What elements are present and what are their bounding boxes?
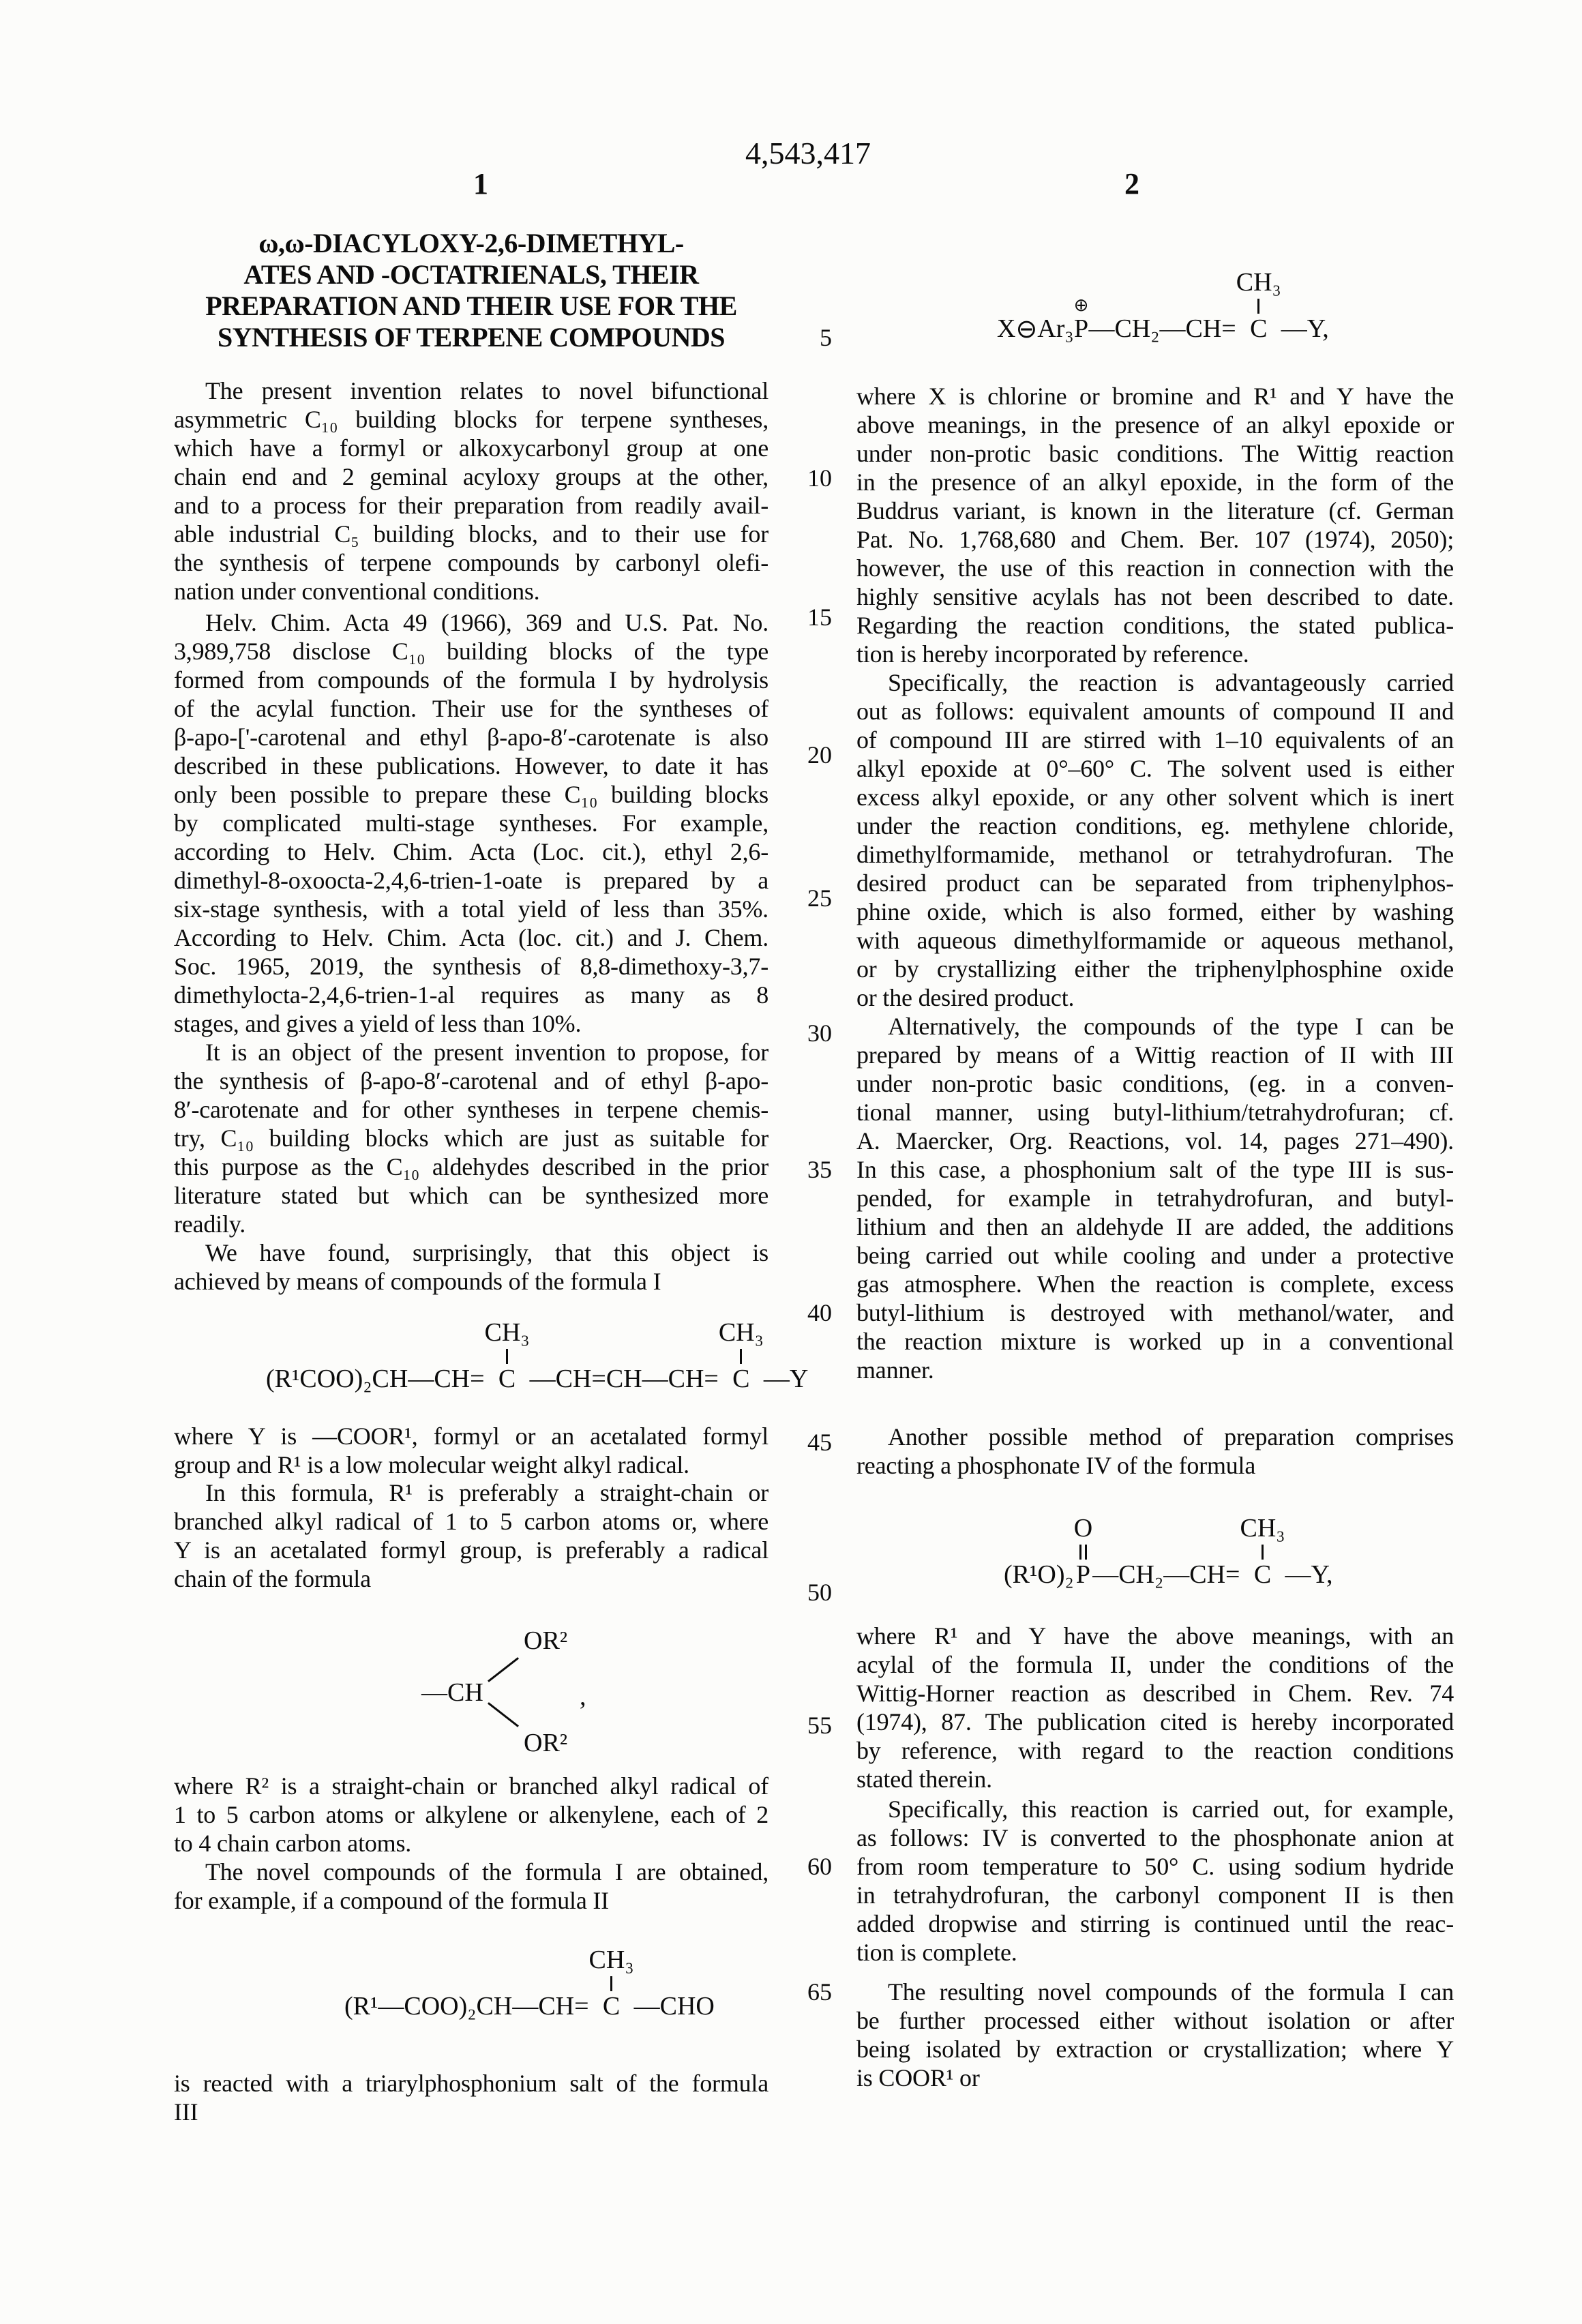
carbon-atom: C bbox=[1250, 314, 1268, 343]
acetal-or-top: OR² bbox=[524, 1626, 568, 1655]
paragraph-left-2: Helv. Chim. Acta 49 (1966), 369 and U.S. Pat. No. 3,989,758 disclose C₁₀ building blocks of the type formed from compounds of the formula I by hydrolysis of the acylal function. Their use for the syntheses of β-apo-['-carotenal and ethyl β-apo-8′-carotenate is also described in these publications. However, to date it has only been possible to prepare these C₁₀ building blocks by complicated multi-stage syntheses. For example, according to Helv. Chim. Acta (Loc. cit.), ethyl 2,6- dimethyl-8-oxoocta-2,4,6-trien-1-oate is prepared by a six-stage synthesis, with a total yield of less than 35%. According to Helv. Chim. Acta (loc. cit.) and J. Chem. Soc. 1965, 2019, the synthesis of 8,8-dimethoxy-3,7- dimethylocta-2,4,6-trien-1-al requires as many as 8 stages, and gives a yield of less than 10%. bbox=[174, 609, 768, 1037]
phosphorus-atom: P bbox=[1073, 314, 1089, 343]
line-number-50: 50 bbox=[807, 1579, 832, 1606]
formula-iii-mid: —CH₂—CH= bbox=[1088, 314, 1236, 343]
circled-plus-icon: ⊕ bbox=[1073, 295, 1089, 316]
phosphorus-atom: P bbox=[1075, 1560, 1091, 1589]
formula-i-prefix: (R¹COO)₂CH—CH= bbox=[266, 1364, 485, 1393]
line-number-20: 20 bbox=[807, 741, 832, 769]
line-number-45: 45 bbox=[807, 1429, 832, 1456]
carbon-atom: C bbox=[498, 1364, 516, 1393]
paragraph-right-6: Specifically, this reaction is carried out, for example, as follows: IV is converted to the phosphonate anion at from room temperature to 50° C. using sodium hydride in tetrahydrofuran, the carbonyl component II is then added dropwise and stirring is continued until the reac- tion is complete. bbox=[856, 1796, 1454, 1966]
paragraph-left-3: It is an object of the present invention to propose, for the synthesis of β-apo-8′-carotenal and of ethyl β-apo- 8′-carotenate and for other syntheses in terpene chemis- try, C₁₀ building blocks which are just as suitable for this purpose as the C₁₀ aldehydes described in the prior literature stated but which can be synthesized more readily. bbox=[174, 1039, 768, 1238]
line-number-30: 30 bbox=[807, 1019, 832, 1047]
formula-iv bbox=[1004, 1515, 1333, 1589]
line-number-60: 60 bbox=[807, 1853, 832, 1880]
paragraph-left-1: The present invention relates to novel bifunctional asymmetric C₁₀ building blocks for terpene syntheses, which have a formyl or alkoxycarbonyl group at one chain end and 2 geminal acyloxy groups at the other, and to a process for their preparation from readily avail- able industrial C₅ building blocks, and to their use for the synthesis of terpene compounds by carbonyl olefi- nation under conventional conditions. bbox=[174, 377, 768, 605]
oxygen-atom: O bbox=[1073, 1514, 1093, 1543]
formula-i-end: —Y bbox=[763, 1364, 809, 1393]
formula-acetal bbox=[421, 1626, 606, 1763]
formula-iii-end: —Y, bbox=[1281, 314, 1329, 343]
double-bond bbox=[1079, 1545, 1087, 1560]
paragraph-right-1: where X is chlorine or bromine and R¹ and Y have the above meanings, in the presence of an alkyl epoxide or under non-protic basic conditions. The Wittig reaction in the presence of an alkyl epoxide, in the form of the Buddrus variant, is known in the literature (cf. German Pat. No. 1,768,680 and Chem. Ber. 107 (1974), 2050); however, the use of this reaction in connection with the highly sensitive acylals has not been described to date. Regarding the reaction conditions, the stated publica- tion is hereby incorporated by reference. bbox=[856, 383, 1454, 668]
single-bond bbox=[506, 1349, 508, 1364]
line-number-5: 5 bbox=[820, 324, 832, 351]
diagonal-bond-upper bbox=[488, 1657, 519, 1682]
paragraph-left-4: We have found, surprisingly, that this object is achieved by means of compounds of the formula I bbox=[174, 1239, 768, 1295]
formula-i-mid: —CH=CH—CH= bbox=[529, 1364, 719, 1393]
formula-i-methyl-group-1 bbox=[485, 1320, 530, 1393]
methyl-label: CH₃ bbox=[588, 1946, 634, 1974]
formula-iv-mid: —CH₂—CH= bbox=[1092, 1560, 1240, 1589]
line-number-65: 65 bbox=[807, 1978, 832, 2006]
methyl-label: CH₃ bbox=[484, 1318, 530, 1347]
formula-i-methyl-group-2 bbox=[719, 1320, 764, 1393]
single-bond bbox=[1257, 299, 1259, 314]
formula-ii-prefix: (R¹—COO)₂CH—CH= bbox=[344, 1991, 589, 2021]
paragraph-right-5: where R¹ and Y have the above meanings, with an acylal of the formula II, under the conditions of the Wittig-Horner reaction as described in Chem. Rev. 74 (1974), 87. The publication cited is hereby incorporated by reference, with regard to the reaction conditions stated therein. bbox=[856, 1622, 1454, 1793]
formula-i bbox=[266, 1320, 808, 1393]
paragraph-left-5: where Y is —COOR¹, formyl or an acetalated formyl group and R¹ is a low molecular weight alkyl radical. bbox=[174, 1422, 768, 1478]
formula-iii-aryl: Ar₃ bbox=[1037, 314, 1074, 343]
line-number-55: 55 bbox=[807, 1712, 832, 1739]
paragraph-left-8: The novel compounds of the formula I are obtained, for example, if a compound of the formula II bbox=[174, 1858, 768, 1914]
single-bond bbox=[740, 1349, 742, 1364]
formula-iv-end: —Y, bbox=[1285, 1560, 1333, 1589]
column-number-right: 2 bbox=[1124, 167, 1139, 200]
formula-iii-methyl-group bbox=[1236, 269, 1281, 343]
paragraph-left-7: where R² is a straight-chain or branched alkyl radical of 1 to 5 carbon atoms or alkylene or alkenylene, each of 2 to 4 chain carbon atoms. bbox=[174, 1772, 768, 1857]
diagonal-bond-lower bbox=[488, 1702, 519, 1727]
formula-iv-oxygen-group bbox=[1074, 1515, 1092, 1589]
paragraph-right-4: Another possible method of preparation comprises reacting a phosphonate IV of the formula bbox=[856, 1423, 1454, 1479]
formula-ii-end: —CHO bbox=[633, 1991, 715, 2021]
line-number-10: 10 bbox=[807, 464, 832, 492]
paragraph-left-6: In this formula, R¹ is preferably a straight-chain or branched alkyl radical of 1 to 5 carbon atoms or, where Y is an acetalated formyl group, is preferably a radical chain of the formula bbox=[174, 1479, 768, 1592]
formula-iv-prefix: (R¹O)₂ bbox=[1004, 1560, 1074, 1589]
single-bond bbox=[1262, 1545, 1264, 1560]
methyl-label: CH₃ bbox=[1236, 268, 1281, 297]
circled-minus-icon: ⊖ bbox=[1015, 313, 1038, 344]
line-number-35: 35 bbox=[807, 1156, 832, 1183]
methyl-label: CH₃ bbox=[1240, 1514, 1285, 1543]
paragraph-left-9: is reacted with a triarylphosphonium salt of the formula III bbox=[174, 2070, 768, 2126]
acetal-comma: , bbox=[580, 1682, 586, 1711]
formula-iii-phosphorus-group bbox=[1074, 297, 1089, 343]
paragraph-right-2: Specifically, the reaction is advantageously carried out as follows: equivalent amounts of compound II and of compound III are stirred with 1–10 equivalents of an alkyl epoxide at 0°–60° C. The solvent used is either excess alkyl epoxide, or any other solvent which is inert under the reaction conditions, eg. methylene chloride, dimethylformamide, methanol or tetrahydrofuran. The desired product can be separated from triphenylphos- phine oxide, which is also formed, either by washing with aqueous dimethylformamide or aqueous methanol, or by crystallizing either the triphenylphosphine oxide or the desired product. bbox=[856, 669, 1454, 1011]
invention-title: ω,ω-DIACYLOXY-2,6-DIMETHYL- ATES AND -OCTATRIENALS, THEIR PREPARATION AND THEIR USE FOR THE SYNTHESIS OF TERPENE COMPOUNDS bbox=[205, 228, 737, 353]
paragraph-right-7: The resulting novel compounds of the formula I can be further processed either without isolation or after being isolated by extraction or crystallization; where Y is COOR¹ or bbox=[856, 1978, 1454, 2091]
formula-ii bbox=[344, 1947, 715, 2021]
formula-iv-methyl-group bbox=[1240, 1515, 1285, 1589]
carbon-atom: C bbox=[732, 1364, 750, 1393]
formula-iii bbox=[997, 269, 1329, 343]
formula-iii-x: X bbox=[997, 314, 1016, 343]
line-number-15: 15 bbox=[807, 604, 832, 631]
column-number-left: 1 bbox=[473, 167, 488, 200]
single-bond bbox=[610, 1976, 612, 1991]
line-number-40: 40 bbox=[807, 1299, 832, 1326]
methyl-label: CH₃ bbox=[718, 1318, 764, 1347]
line-number-25: 25 bbox=[807, 884, 832, 912]
carbon-atom: C bbox=[602, 1991, 621, 2021]
acetal-or-bottom: OR² bbox=[524, 1729, 568, 1757]
formula-ii-methyl-group bbox=[589, 1947, 634, 2021]
patent-number: 4,543,417 bbox=[745, 136, 871, 170]
acetal-ch: —CH bbox=[421, 1678, 483, 1707]
paragraph-right-3: Alternatively, the compounds of the type I can be prepared by means of a Wittig reaction of II with III under non-protic basic conditions, (eg. in a conven- tional manner, using butyl-lithium/tetrahydrofuran; cf. A. Maercker, Org. Reactions, vol. 14, pages 271–490). In this case, a phosphonium salt of the type III is sus- pended, for example in tetrahydrofuran, and butyl- lithium and then an aldehyde II are added, the additions being carried out while cooling and under a protective gas atmosphere. When the reaction is complete, excess butyl-lithium is destroyed with methanol/water, and the reaction mixture is worked up in a conventional manner. bbox=[856, 1013, 1454, 1384]
carbon-atom: C bbox=[1253, 1560, 1272, 1589]
